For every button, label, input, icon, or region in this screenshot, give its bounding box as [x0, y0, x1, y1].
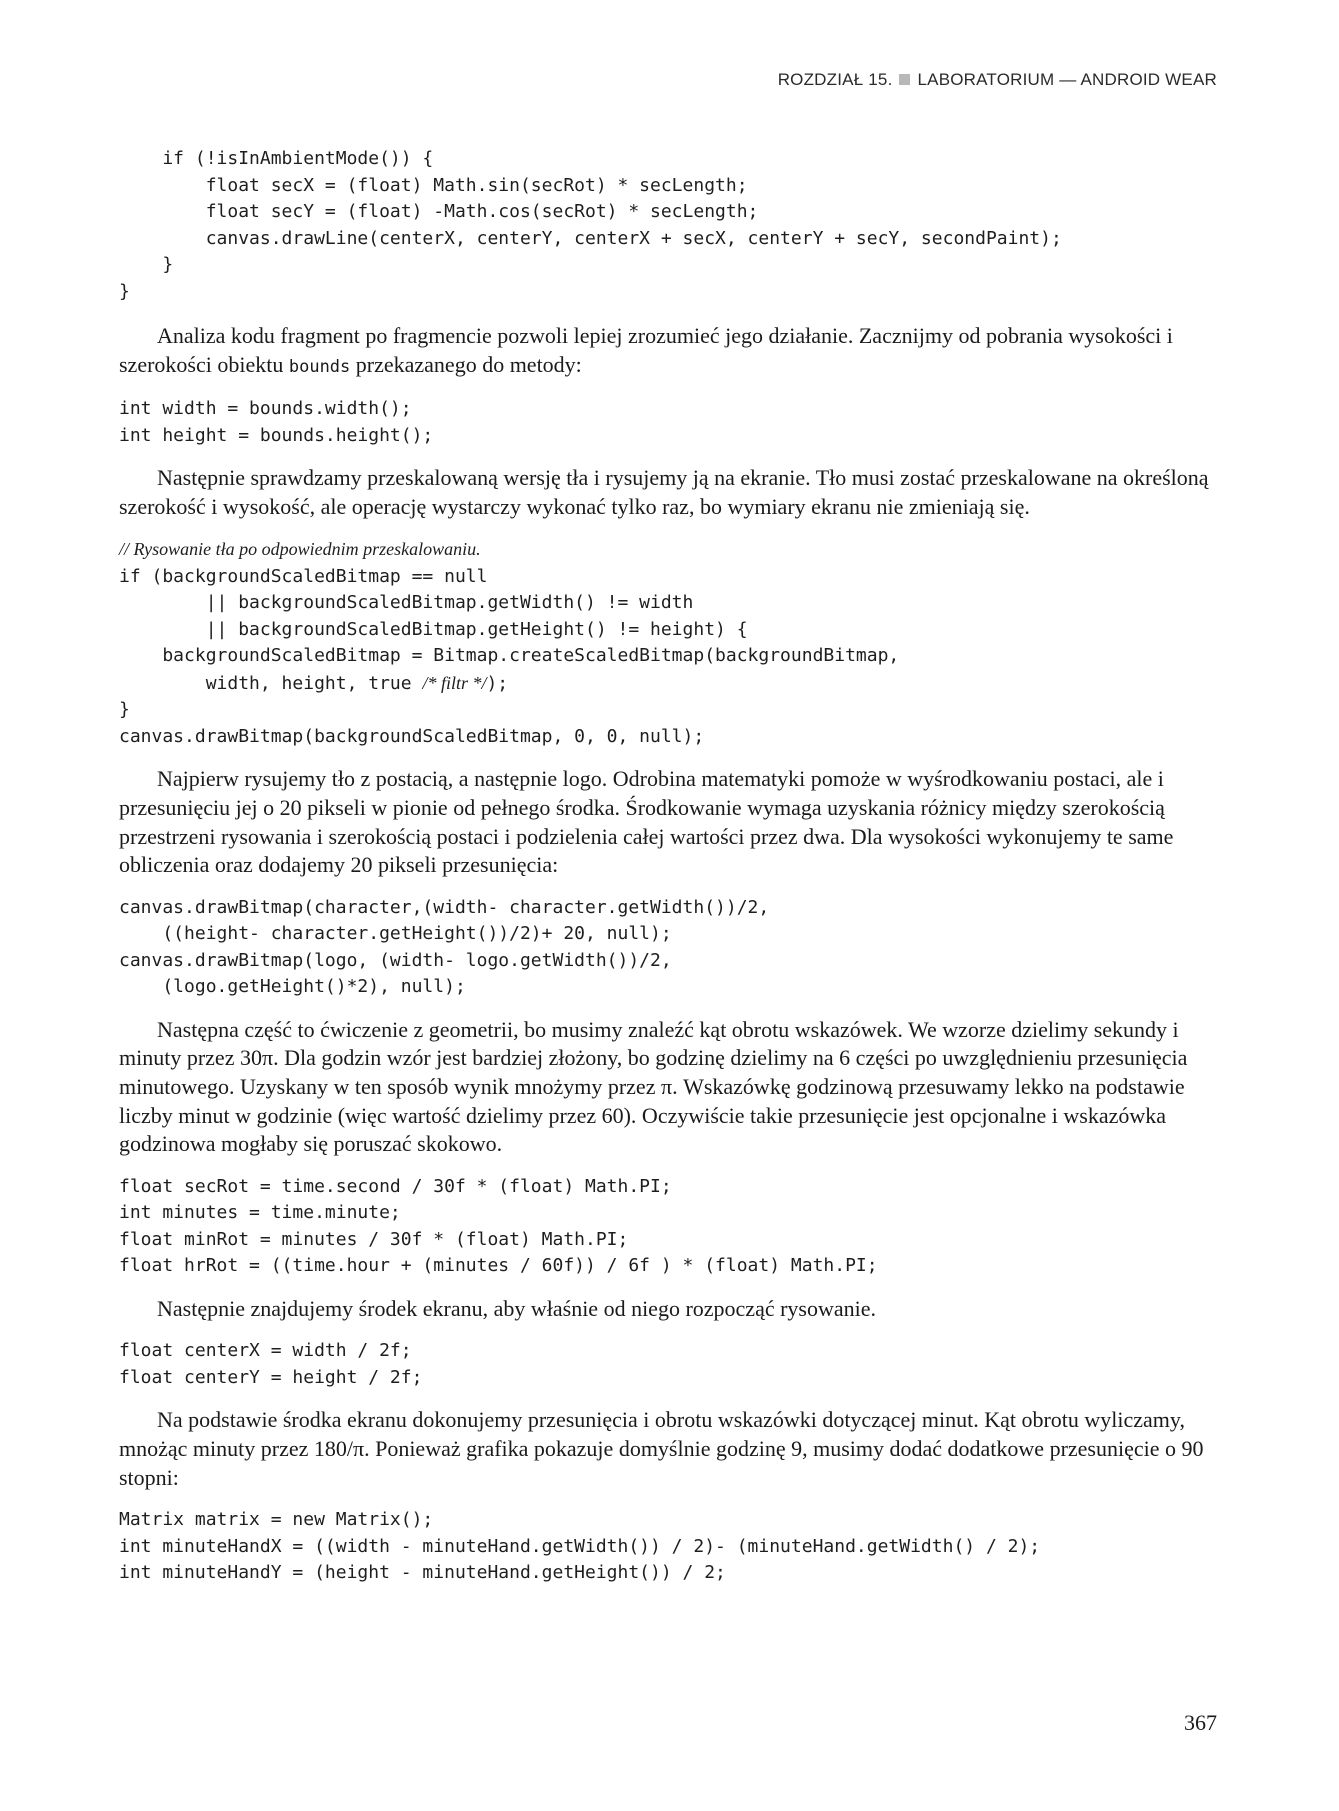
- code-text: if (backgroundScaledBitmap == null || backgroundScaledBitmap.getWidth() != width || backgroundScaledBitmap.getHeight() != height) { backgroundScaledBitmap = Bitmap.createScaledBitmap(backgroundBitmap, width, height, true: [119, 565, 900, 694]
- code-block-bounds: int width = bounds.width(); int height = bounds.height();: [119, 398, 434, 446]
- code-block-matrix: Matrix matrix = new Matrix(); int minuteHandX = ((width - minuteHand.getWidth()) / 2)- (minuteHand.getWidth() / 2); int minuteHandY = (height - minuteHand.getHeight()) / 2;: [119, 1509, 1041, 1584]
- chapter-label: ROZDZIAŁ 15.: [777, 70, 893, 89]
- code-text: ); } canvas.drawBitmap(backgroundScaledBitmap, 0, 0, null);: [119, 672, 705, 747]
- inline-code-bounds: bounds: [288, 356, 351, 377]
- code-inline-comment: /* filtr */: [422, 672, 487, 693]
- code-block-center: float centerX = width / 2f; float centerY = height / 2f;: [119, 1340, 423, 1388]
- paragraph-screen-center: Następnie znajdujemy środek ekranu, aby właśnie od niego rozpocząć rysowanie.: [157, 1295, 877, 1321]
- running-header: [778, 70, 1217, 90]
- paragraph-analysis-intro: [119, 322, 1221, 381]
- page-body: [119, 146, 1221, 1587]
- chapter-title: LABORATORIUM — ANDROID WEAR: [917, 70, 1217, 89]
- code-block-background: [119, 536, 1221, 750]
- paragraph-character-centering: Najpierw rysujemy tło z postacią, a następnie logo. Odrobina matematyki pomoże w wyśrodkowaniu postaci, ale i przesunięciu jej o 20 pikseli w pionie od pełnego środka. Środkowanie wymaga uzyskania różnicy między szerokością przestrzeni rysowania i szerokością postaci i podzielenia całej wartości przez dwa. Dla wysokości wykonujemy te same obliczenia oraz dodajemy 20 pikseli przesunięcia:: [119, 766, 1174, 878]
- paragraph-background-scaling: Następnie sprawdzamy przeskalowaną wersję tła i rysujemy ją na ekranie. Tło musi zostać przeskalowane na określoną szerokość i wysokość, ale operację wystarczy wykonać tylko raz, bo wymiary ekranu nie zmieniają się.: [119, 465, 1209, 519]
- paragraph-geometry: Następna część to ćwiczenie z geometrii, bo musimy znaleźć kąt obrotu wskazówek. We wzorze dzielimy sekundy i minuty przez 30π. Dla godzin wzór jest bardziej złożony, bo godzinę dzielimy na 6 części po uwzględnieniu przesunięcia minutowego. Uzyskany w ten sposób wynik mnożymy przez π. Wskazówkę godzinową przesuwamy lekko na podstawie liczby minut w godzinie (więc wartość dzielimy przez 60). Oczywiście takie przesunięcie jest opcjonalne i wskazówka godzinowa mogłaby się poruszać skokowo.: [119, 1016, 1188, 1157]
- paragraph-minute-hand: Na podstawie środka ekranu dokonujemy przesunięcia i obrotu wskazówki dotyczącej minut. Kąt obrotu wyliczamy, mnożąc minuty przez 180/π. Ponieważ grafika pokazuje domyślnie godzinę 9, musimy dodać dodatkowe przesunięcie o 90 stopni:: [119, 1407, 1204, 1490]
- square-separator-icon: [899, 74, 910, 85]
- code-block-draw-bitmaps: canvas.drawBitmap(character,(width- character.getWidth())/2, ((height- character.getHeight())/2)+ 20, null); canvas.drawBitmap(logo, (width- logo.getWidth())/2, (logo.getHeight()*2), null);: [119, 896, 770, 998]
- paragraph-text: Analiza kodu fragment po fragmencie pozwoli lepiej zrozumieć jego działanie. Zacznijmy od pobrania wysokości i szerokości obiektu: [119, 323, 1173, 377]
- code-block-rotations: float secRot = time.second / 30f * (float) Math.PI; int minutes = time.minute; float minRot = minutes / 30f * (float) Math.PI; float hrRot = ((time.hour + (minutes / 60f)) / 6f ) * (float) Math.PI;: [119, 1175, 878, 1277]
- code-block-ambient-mode: if (!isInAmbientMode()) { float secX = (float) Math.sin(secRot) * secLength; float secY = (float) -Math.cos(secRot) * secLength; canvas.drawLine(centerX, centerY, centerX + secX, centerY + secY, secondPaint); } }: [119, 148, 1062, 302]
- page-number: 367: [1184, 1710, 1217, 1735]
- paragraph-text: przekazanego do metody:: [350, 351, 582, 377]
- code-comment: // Rysowanie tła po odpowiednim przeskalowaniu.: [119, 539, 481, 560]
